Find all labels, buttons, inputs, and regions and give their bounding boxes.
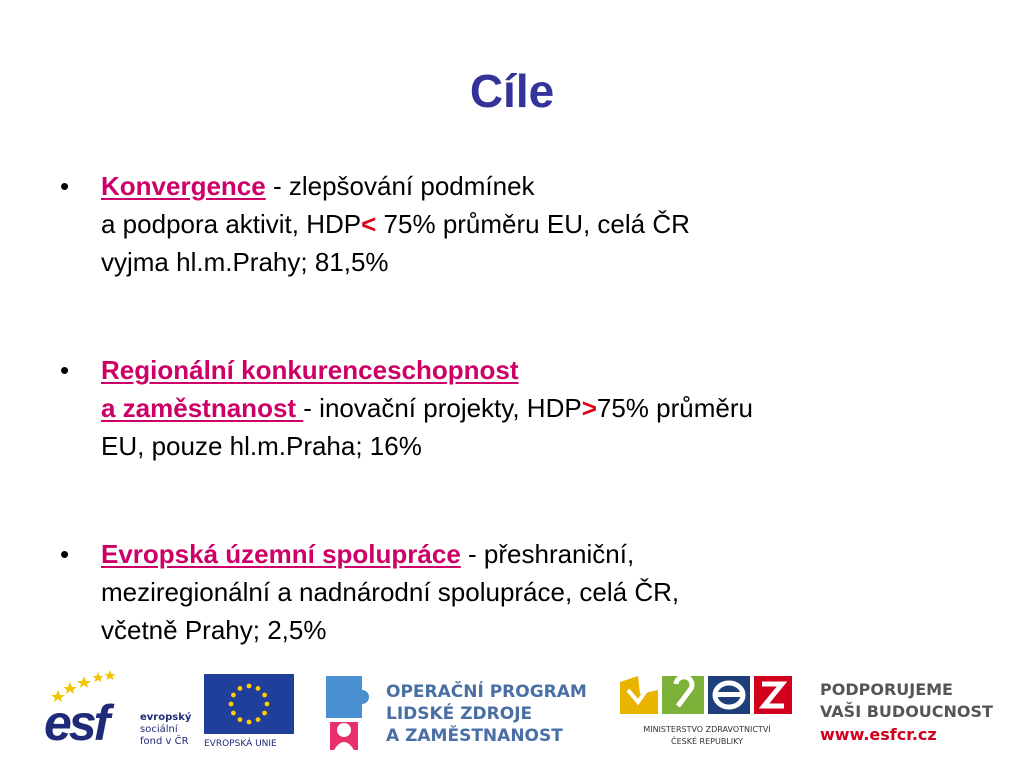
eu-logo (204, 668, 296, 750)
eu-flag (204, 674, 294, 734)
bullet-text: - zlepšování podmínek (265, 171, 535, 201)
op-lzz-logo (322, 668, 592, 754)
ministry-caption-line-1: MINISTERSTVO ZDRAVOTNICTVÍ (643, 725, 771, 734)
esf-caption-line-2: sociální (140, 724, 178, 735)
bullet-dot: • (60, 171, 70, 201)
op-title-line-1: OPERAČNÍ PROGRAM (386, 682, 587, 702)
bullet-dot: • (60, 355, 70, 385)
greater-than-symbol: > (581, 393, 597, 423)
bullet-text: 75% průměru (596, 393, 753, 423)
bullet-line-1 (101, 539, 634, 569)
slogan-line-2: VAŠI BUDOUCNOST (820, 702, 993, 721)
esfcr-link[interactable]: www.esfcr.cz (820, 725, 937, 744)
term-konvergence: Konvergence (101, 171, 266, 201)
list-item-regionalni (60, 351, 990, 465)
bullet-dot: • (60, 539, 70, 569)
esf-caption-line-3: fond v ČR (140, 736, 189, 747)
eu-stars-icon (204, 674, 294, 734)
esf-logo (44, 668, 198, 750)
term-evropska: Evropská územní spolupráce (101, 539, 461, 569)
esf-wordmark: esf (44, 695, 108, 751)
bullet-text: a podpora aktivit, HDP (101, 209, 362, 239)
eu-caption: EVROPSKÁ UNIE (204, 739, 277, 749)
term-regionalni-line-1: Regionální konkurenceschopnost (101, 355, 519, 385)
bullet-text: 75% průměru EU, celá ČR (376, 209, 690, 239)
bullet-text: - inovační projekty, HDP (303, 393, 582, 423)
term-regionalni-line-2: a zaměstnanost (101, 393, 304, 423)
bullet-line-2 (101, 393, 753, 423)
bullet-text: - přeshraniční, (460, 539, 635, 569)
support-slogan (820, 668, 1010, 754)
ministry-emblem-icon (618, 672, 794, 718)
goals-list (60, 167, 990, 649)
op-title-line-3: A ZAMĚSTNANOST (386, 726, 563, 746)
bullet-line-3: včetně Prahy; 2,5% (101, 615, 327, 645)
ministry-caption-line-2: ČESKÉ REPUBLIKY (670, 737, 743, 746)
less-than-symbol: < (361, 209, 377, 239)
slide-title: Cíle (469, 65, 555, 117)
list-item-konvergence (60, 167, 990, 281)
slogan-line-1: PODPORUJEME (820, 680, 953, 699)
bullet-line-2: meziregionální a nadnárodní spolupráce, celá ČR, (101, 577, 680, 607)
ministry-logo (612, 668, 802, 754)
bullet-line-1 (101, 171, 535, 201)
list-item-evropska (60, 535, 990, 649)
bullet-line-3: vyjma hl.m.Prahy; 81,5% (101, 247, 389, 277)
bullet-line-3: EU, pouze hl.m.Praha; 16% (101, 431, 422, 461)
bullet-line-2 (101, 209, 690, 239)
puzzle-person-icon (322, 672, 378, 752)
logo-strip (0, 668, 1024, 756)
op-title-line-2: LIDSKÉ ZDROJE (386, 704, 533, 724)
esf-caption-line-1: evropský (140, 712, 192, 723)
